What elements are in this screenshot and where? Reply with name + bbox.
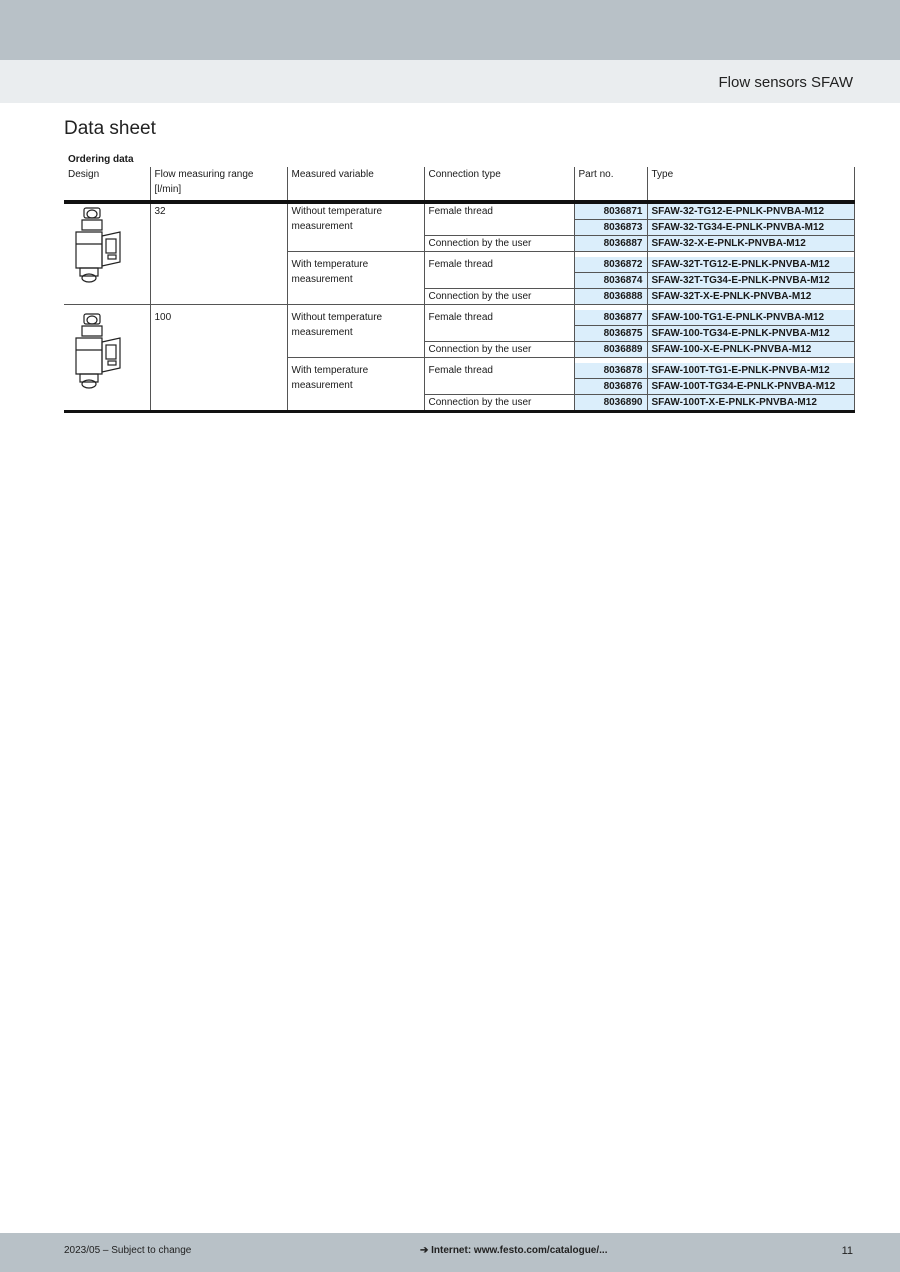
type-cell: SFAW-100-X-E-PNLK-PNVBA-M12 xyxy=(647,342,854,358)
part-number-cell: 8036888 xyxy=(574,289,647,305)
part-number-cell: 8036872 xyxy=(574,257,647,273)
footer-date: 2023/05 – Subject to change xyxy=(64,1245,192,1256)
part-number-cell: 8036877 xyxy=(574,310,647,326)
connection-type-cell: Female thread xyxy=(424,310,574,342)
measured-variable-cell: With temperature measurement xyxy=(287,257,424,305)
table-row xyxy=(64,204,854,220)
connection-type-cell: Female thread xyxy=(424,257,574,289)
measured-variable-cell: Without temperature measurement xyxy=(287,204,424,252)
connection-type-cell: Connection by the user xyxy=(424,342,574,358)
part-number-cell: 8036875 xyxy=(574,326,647,342)
page-title: Data sheet xyxy=(64,118,156,139)
connection-type-cell: Connection by the user xyxy=(424,289,574,305)
part-number-cell: 8036889 xyxy=(574,342,647,358)
flow-sensor-icon xyxy=(70,206,128,284)
table-row xyxy=(64,310,854,326)
ordering-data-table xyxy=(64,152,855,413)
column-header: Part no. xyxy=(574,167,647,202)
column-header: Measured variable xyxy=(287,167,424,202)
type-cell: SFAW-100T-TG1-E-PNLK-PNVBA-M12 xyxy=(647,363,854,379)
part-number-cell: 8036890 xyxy=(574,395,647,412)
type-cell: SFAW-100-TG1-E-PNLK-PNVBA-M12 xyxy=(647,310,854,326)
flow-range-cell: 100 xyxy=(150,310,287,412)
measured-variable-cell: With temperature measurement xyxy=(287,363,424,412)
type-cell: SFAW-32T-X-E-PNLK-PNVBA-M12 xyxy=(647,289,854,305)
part-number-cell: 8036876 xyxy=(574,379,647,395)
design-cell xyxy=(64,204,150,305)
product-title: Flow sensors SFAW xyxy=(718,74,853,91)
part-number-cell: 8036874 xyxy=(574,273,647,289)
column-header: Design xyxy=(68,169,100,180)
top-band xyxy=(0,0,900,60)
type-cell: SFAW-32-X-E-PNLK-PNVBA-M12 xyxy=(647,236,854,252)
connection-type-cell: Connection by the user xyxy=(424,395,574,412)
flow-range-cell: 32 xyxy=(150,204,287,305)
footer-link[interactable]: ➔ Internet: www.festo.com/catalogue/... xyxy=(420,1245,608,1256)
part-number-cell: 8036871 xyxy=(574,204,647,220)
connection-type-cell: Female thread xyxy=(424,363,574,395)
column-header xyxy=(150,167,287,202)
type-cell: SFAW-32T-TG34-E-PNLK-PNVBA-M12 xyxy=(647,273,854,289)
measured-variable-cell: Without temperature measurement xyxy=(287,310,424,358)
column-header-text: Flow measuring range [l/min] xyxy=(154,169,254,195)
connection-type-cell: Connection by the user xyxy=(424,236,574,252)
design-cell xyxy=(64,310,150,412)
type-cell: SFAW-100-TG34-E-PNLK-PNVBA-M12 xyxy=(647,326,854,342)
type-cell: SFAW-32-TG12-E-PNLK-PNVBA-M12 xyxy=(647,204,854,220)
flow-sensor-icon xyxy=(70,312,128,390)
connection-type-cell: Female thread xyxy=(424,204,574,236)
part-number-cell: 8036878 xyxy=(574,363,647,379)
type-cell: SFAW-100T-TG34-E-PNLK-PNVBA-M12 xyxy=(647,379,854,395)
column-header: Type xyxy=(647,167,854,202)
type-cell: SFAW-32T-TG12-E-PNLK-PNVBA-M12 xyxy=(647,257,854,273)
page-number: 11 xyxy=(841,1245,853,1257)
type-cell: SFAW-100T-X-E-PNLK-PNVBA-M12 xyxy=(647,395,854,412)
type-cell: SFAW-32-TG34-E-PNLK-PNVBA-M12 xyxy=(647,220,854,236)
column-header: Connection type xyxy=(424,167,574,202)
part-number-cell: 8036873 xyxy=(574,220,647,236)
part-number-cell: 8036887 xyxy=(574,236,647,252)
table-caption: Ordering data xyxy=(68,154,134,165)
